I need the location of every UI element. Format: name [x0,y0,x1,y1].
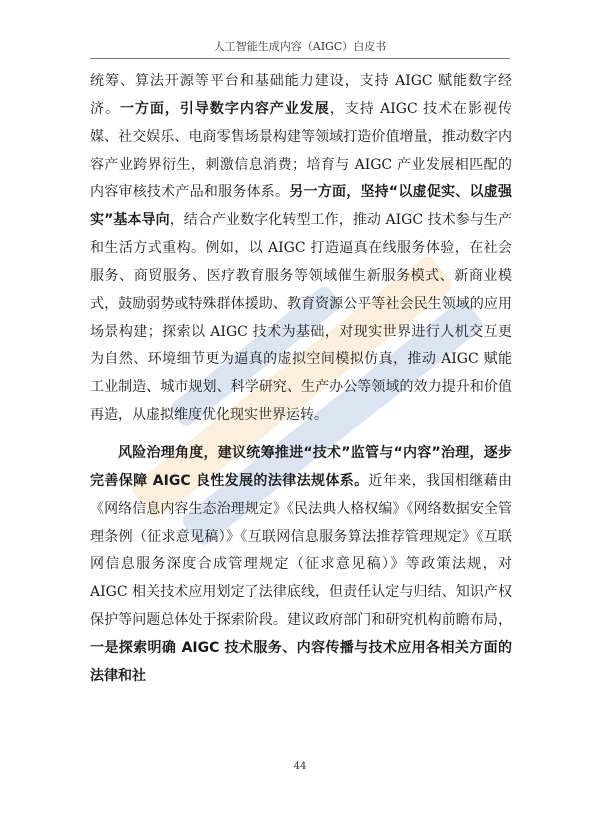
p1-sentence-3: ，结合产业数字化转型工作，推动 AIGC 技术参与生产和生活方式重构。例如，以 AIGC 打造逼真在线服务体验，在社会服务、商贸服务、医疗教育服务等领域催生新服务模式、新商业模式，鼓励弱势或特殊群体援助、教育资源公平等社会民生领域的应用场景构建；探索以 AIGC 技术为基础，对现实世界进行人机交互更为自然、环境细节更为逼真的虚拟空间模拟仿真，推动 AIGC 赋能工业制造、城市规划、科学研究、生产办公等领域的效力提升和价值再造，从虚拟维度优化现实世界运转。 [90,212,513,424]
paragraph-1 [90,68,512,430]
p1-bold-2: 另一方面，坚持“以虚促实、以虚强实”基本导向 [90,184,512,229]
paragraph-2 [90,440,512,691]
header-title: 人工智能生成内容（AIGC）白皮书 [213,40,387,53]
p2-sentence-1: 近年来，我国相继藉由《网络信息内容生态治理规定》《民法典人格权编》《网络数据安全管理条例（征求意见稿）》《互联网信息服务算法推荐管理规定》《互联网信息服务深度合成管理规定（征求意见稿）》等政策法规，对 AIGC 相关技术应用划定了法律底线，但责任认定与归结、知识产权保护等问题总体处于探索阶段。建议政府部门和研究机构前瞻布局， [90,472,512,629]
page-number: 44 [293,761,307,772]
p2-bold-2: 一是探索明确 AIGC 技术服务、内容传播与技术应用各相关方面的法律和社 [90,639,512,684]
page-header [90,38,510,59]
document-body [90,68,512,691]
p1-sentence-2: ，支持 AIGC 技术在影视传媒、社交娱乐、电商零售场景构建等领域打造价值增量，推动数字内容产业跨界衍生，刺激信息消费；培育与 AIGC 产业发展相匹配的内容审核技术产品和服务体系。 [90,100,513,201]
p2-bold-1: 风险治理角度，建议统筹推进“技术”监管与“内容”治理，逐步完善保障 AIGC 良性发展的法律法规体系。 [90,444,512,489]
p1-bold-1: 一方面，引导数字内容产业发展 [119,100,330,117]
p1-sentence-1: 统筹、算法开源等平台和基础能力建设，支持 AIGC 赋能数字经济。 [90,73,512,117]
